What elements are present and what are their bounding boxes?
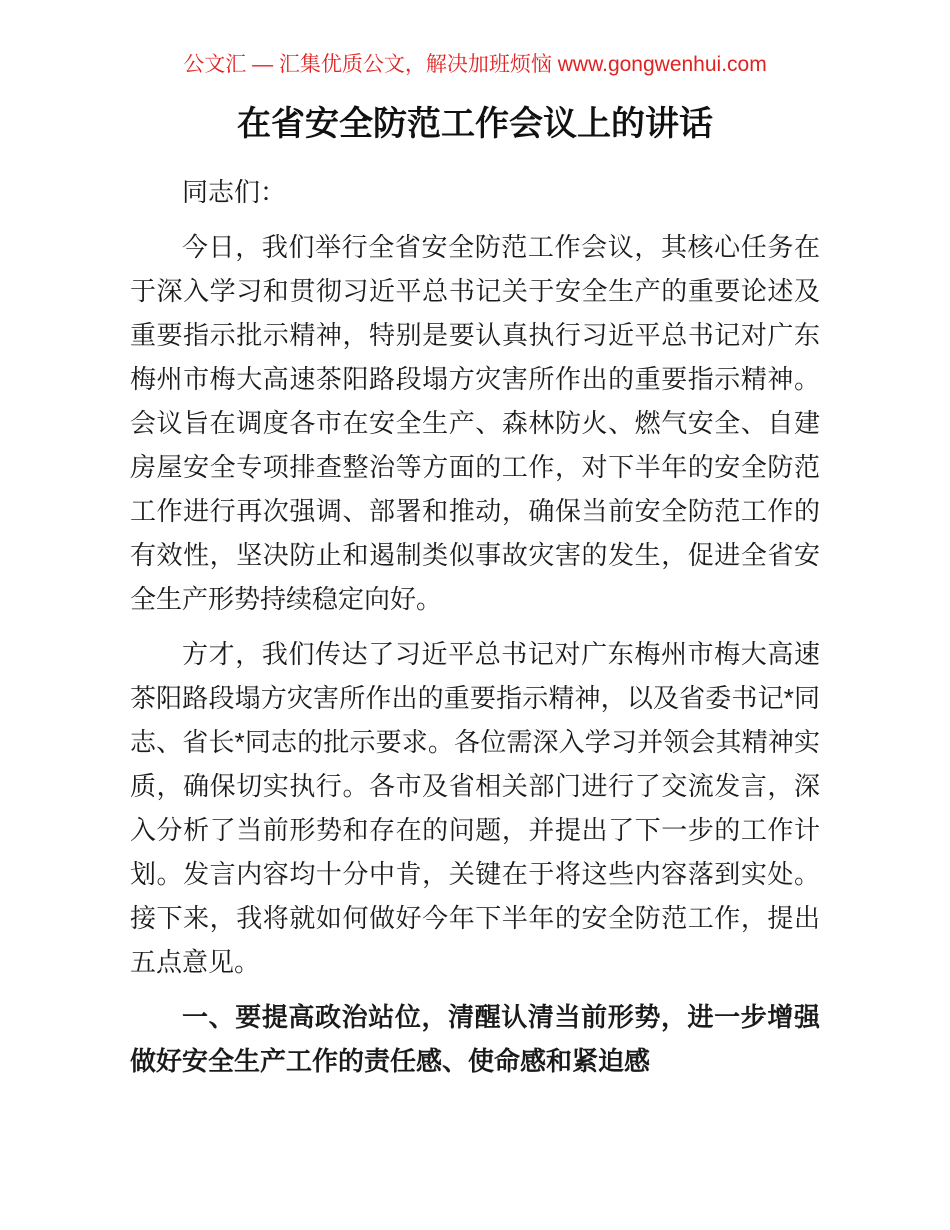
section-heading-1: 一、要提高政治站位，清醒认清当前形势，进一步增强做好安全生产工作的责任感、使命感和紧迫感 (130, 1002, 820, 1076)
watermark-text: 公文汇 — 汇集优质公文，解决加班烦恼 www.gongwenhui.com (183, 53, 767, 76)
paragraph-opening: 今日，我们举行全省安全防范工作会议，其核心任务在于深入学习和贯彻习近平总书记关于安全生产的重要论述及重要指示批示精神，特别是要认真执行习近平总书记对广东梅州市梅大高速茶阳路段塌方灾害所作出的重要指示精神。会议旨在调度各市在安全生产、森林防火、燃气安全、自建房屋安全专项排查整治等方面的工作，对下半年的安全防范工作进行再次强调、部署和推动，确保当前安全防范工作的有效性，坚决防止和遏制类似事故灾害的发生，促进全省安全生产形势持续稳定向好。 (130, 232, 820, 614)
document-title: 在省安全防范工作会议上的讲话 (237, 105, 713, 143)
document-body (130, 170, 820, 1083)
paragraph-briefing: 方才，我们传达了习近平总书记对广东梅州市梅大高速茶阳路段塌方灾害所作出的重要指示精神，以及省委书记*同志、省长*同志的批示要求。各位需深入学习并领会其精神实质，确保切实执行。各市及省相关部门进行了交流发言，深入分析了当前形势和存在的问题，并提出了下一步的工作计划。发言内容均十分中肯，关键在于将这些内容落到实处。接下来，我将就如何做好今年下半年的安全防范工作，提出五点意见。 (130, 639, 820, 977)
paragraph-salutation: 同志们： (182, 177, 287, 207)
